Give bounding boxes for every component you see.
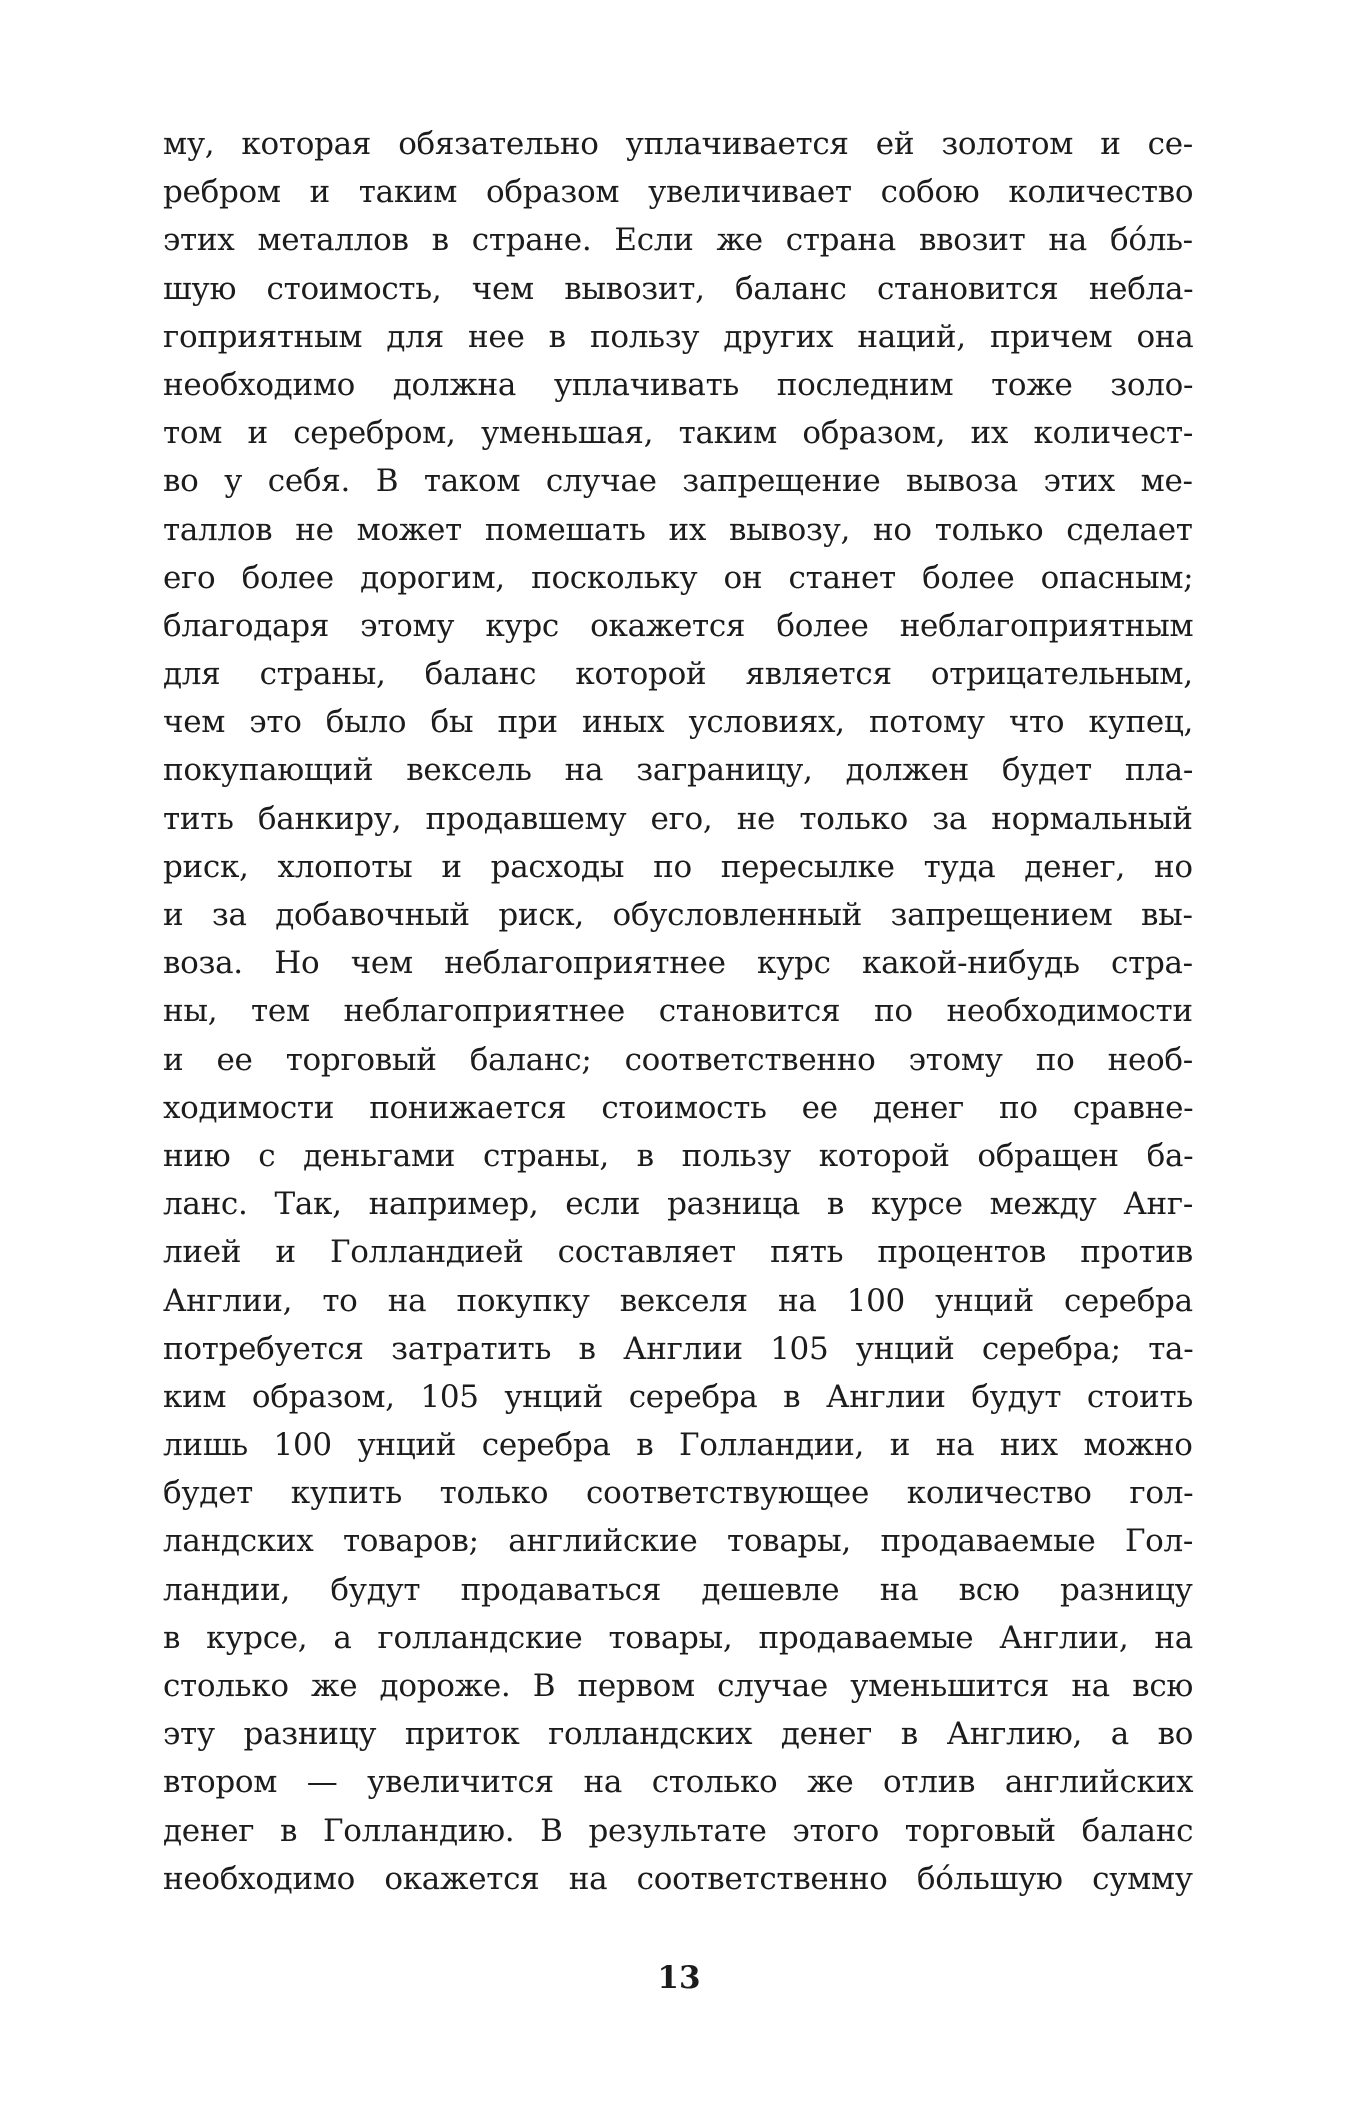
page-number: 13 [657, 1960, 701, 1996]
text-line: необходимо окажется на соответственно бóльшую сумму [163, 1860, 1193, 1897]
text-line: потребуется затратить в Англии 105 унций серебра; та- [163, 1330, 1194, 1367]
text-line: ланс. Так, например, если разница в курсе между Анг- [163, 1186, 1193, 1223]
text-line: тить банкиру, продавшему его, не только за нормальный [163, 800, 1193, 837]
text-line: ландии, будут продаваться дешевле на всю разницу [163, 1571, 1193, 1608]
text-line: воза. Но чем неблагоприятнее курс какой-нибудь стра- [163, 945, 1193, 982]
text-line: этих металлов в стране. Если же страна ввозит на бóль- [163, 222, 1193, 259]
text-line: риск, хлопоты и расходы по пересылке туда денег, но [163, 848, 1193, 885]
text-line: Англии, то на покупку векселя на 100 унций серебра [163, 1282, 1193, 1319]
text-line: его более дорогим, поскольку он станет более опасным; [163, 559, 1194, 596]
text-line: необходимо должна уплачивать последним тоже золо- [163, 366, 1194, 403]
text-line: таллов не может помешать их вывозу, но только сделает [163, 511, 1193, 548]
text-line: и ее торговый баланс; соответственно этому по необ- [163, 1041, 1193, 1078]
text-line: нию с деньгами страны, в пользу которой обращен ба- [163, 1137, 1194, 1174]
text-line: во у себя. В таком случае запрещение вывоза этих ме- [163, 463, 1193, 500]
text-line: том и серебром, уменьшая, таким образом, их количест- [163, 415, 1194, 452]
text-line: ны, тем неблагоприятнее становится по необходимости [163, 993, 1193, 1030]
text-line: ким образом, 105 унций серебра в Англии будут стоить [163, 1378, 1193, 1415]
text-line: эту разницу приток голландских денег в Англию, а во [163, 1716, 1194, 1753]
text-line: шую стоимость, чем вывозит, баланс становится небла- [163, 270, 1194, 307]
text-line: денег в Голландию. В результате этого торговый баланс [163, 1812, 1194, 1849]
text-line: столько же дороже. В первом случае уменьшится на всю [163, 1668, 1194, 1704]
text-line: для страны, баланс которой является отрицательным, [163, 656, 1193, 693]
text-line: покупающий вексель на заграницу, должен будет пла- [163, 752, 1194, 789]
text-line: му, которая обязательно уплачивается ей золотом и се- [163, 126, 1193, 162]
text-line: и за добавочный риск, обусловленный запрещением вы- [163, 897, 1193, 933]
body-text [163, 120, 1193, 1903]
text-line: благодаря этому курс окажется более неблагоприятным [163, 607, 1194, 644]
text-line: ландских товаров; английские товары, продаваемые Гол- [163, 1523, 1194, 1560]
text-line: ребром и таким образом увеличивает собою количество [163, 174, 1194, 211]
text-line: втором — увеличится на столько же отлив английских [163, 1764, 1194, 1801]
text-line: будет купить только соответствующее количество гол- [163, 1475, 1194, 1512]
text-line: лишь 100 унций серебра в Голландии, и на них можно [163, 1427, 1193, 1464]
text-line: в курсе, а голландские товары, продаваемые Англии, на [163, 1619, 1193, 1656]
text-line: ходимости понижается стоимость ее денег по сравне- [163, 1089, 1194, 1126]
text-line: гоприятным для нее в пользу других наций, причем она [163, 318, 1194, 355]
text-line: лией и Голландией составляет пять процентов против [163, 1234, 1193, 1271]
text-line: чем это было бы при иных условиях, потому что купец, [163, 704, 1194, 741]
